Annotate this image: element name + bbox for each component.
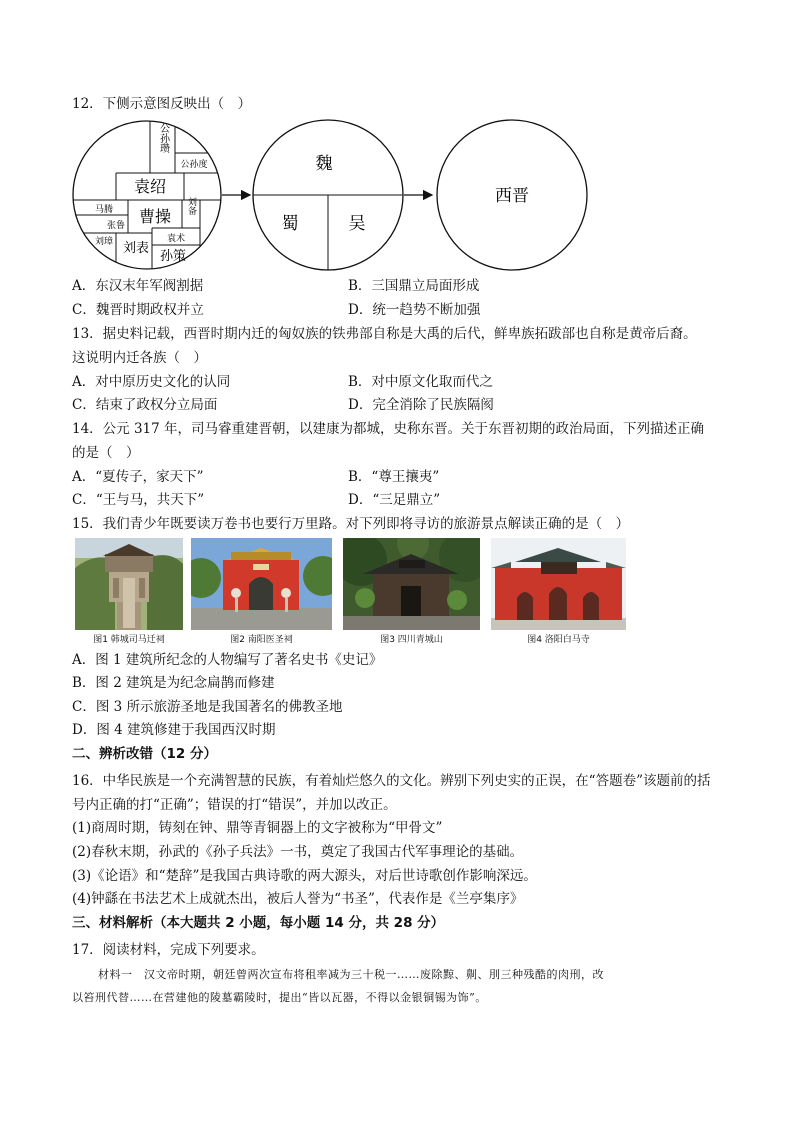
q16-item-1: (1)商周时期，铸刻在钟、鼎等青铜器上的文字被称为“甲骨文” — [72, 820, 443, 836]
label-liubei: 刘备 — [186, 197, 196, 215]
caption-fig1: 图1 韩城司马迁祠 — [93, 635, 165, 645]
q12-stem: 12．下侧示意图反映出（ ） — [72, 96, 252, 112]
q13-option-b[interactable]: B．对中原文化取而代之 — [348, 374, 493, 390]
label-sunce: 孙策 — [159, 249, 187, 264]
q16-item-3: (3)《论语》和“楚辞”是我国古典诗歌的两大源头，对后世诗歌创作影响深远。 — [72, 868, 537, 884]
q13-option-d[interactable]: D．完全消除了民族隔阂 — [348, 397, 494, 413]
label-shu: 蜀 — [281, 214, 299, 234]
label-zhanglu: 张鲁 — [106, 221, 126, 231]
q13-option-c[interactable]: C．结束了政权分立局面 — [72, 397, 218, 413]
q14-option-b[interactable]: B．“尊王攘夷” — [348, 469, 440, 485]
q14-stem-line2: 的是（ ） — [72, 445, 140, 461]
q16-stem-line1: 16．中华民族是一个充满智慧的民族，有着灿烂悠久的文化。辨别下列史实的正误，在“答题卷”该题前的括 — [72, 773, 711, 789]
label-liuzhang: 刘璋 — [94, 237, 114, 247]
q13-stem-line1: 13．据史料记载，西晋时期内迁的匈奴族的铁弗部自称是大禹的后代，鲜卑族拓跋部也自称是黄帝后裔。 — [72, 326, 697, 342]
section3-title: 三、材料解析（本大题共 2 小题，每小题 14 分，共 28 分） — [72, 915, 445, 931]
caption-fig3: 图3 四川青城山 — [380, 635, 443, 645]
photo-qingcheng-mountain — [343, 538, 480, 630]
label-wei: 魏 — [315, 154, 333, 174]
material1-line1: 材料一 汉文帝时期，朝廷曾两次宣布将租率减为三十税一……废除黥、劓、刖三种残酷的肉刑，改 — [98, 968, 604, 981]
label-gongsundu: 公孙度 — [180, 160, 208, 170]
q14-stem-line1: 14．公元 317 年，司马睿重建晋朝，以建康为都城，史称东晋。关于东晋初期的政治局面，下列描述正确 — [72, 421, 705, 437]
q14-option-a[interactable]: A．“夏传子，家天下” — [72, 469, 204, 485]
western-jin-circle — [437, 120, 587, 270]
q15-stem: 15．我们青少年既要读万卷书也要行万里路。对下列即将寻访的旅游景点解读正确的是（ ） — [72, 516, 630, 532]
q16-item-2: (2)春秋末期，孙武的《孙子兵法》一书，奠定了我国古代军事理论的基础。 — [72, 844, 524, 860]
q15-option-a[interactable]: A．图 1 建筑所纪念的人物编写了著名史书《史记》 — [72, 652, 383, 668]
label-gongsunzan: 公孙瓒 — [157, 123, 169, 153]
q12-option-a[interactable]: A．东汉末年军阀割据 — [72, 278, 204, 294]
photo-white-horse-temple — [491, 538, 626, 630]
label-wu: 吴 — [348, 214, 366, 234]
material1-line2: 以笞刑代替……在营建他的陵墓霸陵时，提出“皆以瓦器，不得以金银铜锡为饰”。 — [72, 991, 487, 1004]
q12-option-b[interactable]: B．三国鼎立局面形成 — [348, 278, 480, 294]
q14-option-c[interactable]: C．“王与马，共天下” — [72, 492, 205, 508]
photo-yisheng-temple — [191, 538, 332, 630]
q15-option-c[interactable]: C．图 3 所示旅游圣地是我国著名的佛教圣地 — [72, 699, 343, 715]
warlords-circle — [70, 118, 230, 278]
photo-sima-qian-temple — [75, 538, 183, 630]
q13-stem-line2: 这说明内迁各族（ ） — [72, 350, 207, 366]
caption-fig2: 图2 南阳医圣祠 — [230, 635, 293, 645]
label-xijin: 西晋 — [495, 186, 529, 206]
q17-stem: 17．阅读材料，完成下列要求。 — [72, 942, 265, 958]
q15-option-b[interactable]: B．图 2 建筑是为纪念扁鹊而修建 — [72, 675, 275, 691]
label-yuanshu: 袁术 — [166, 234, 186, 244]
q12-option-c[interactable]: C．魏晋时期政权并立 — [72, 302, 204, 318]
q12-option-d[interactable]: D．统一趋势不断加强 — [348, 302, 481, 318]
label-yuanshao: 袁绍 — [133, 177, 167, 196]
three-kingdoms-circle — [253, 120, 403, 270]
q14-option-d[interactable]: D．“三足鼎立” — [348, 492, 441, 508]
label-mateng: 马腾 — [94, 205, 114, 215]
q12-diagram — [70, 118, 590, 278]
q15-option-d[interactable]: D．图 4 建筑修建于我国西汉时期 — [72, 722, 276, 738]
section2-title: 二、辨析改错（12 分） — [72, 746, 217, 762]
q16-item-4: (4)钟繇在书法艺术上成就杰出，被后人誉为“书圣”，代表作是《兰亭集序》 — [72, 891, 524, 907]
label-caocao: 曹操 — [138, 207, 172, 226]
q16-stem-line2: 号内正确的打“正确”；错误的打“错误”，并加以改正。 — [72, 797, 397, 813]
label-liubiao: 刘表 — [122, 241, 150, 256]
q13-option-a[interactable]: A．对中原历史文化的认同 — [72, 374, 231, 390]
caption-fig4: 图4 洛阳白马寺 — [527, 635, 590, 645]
